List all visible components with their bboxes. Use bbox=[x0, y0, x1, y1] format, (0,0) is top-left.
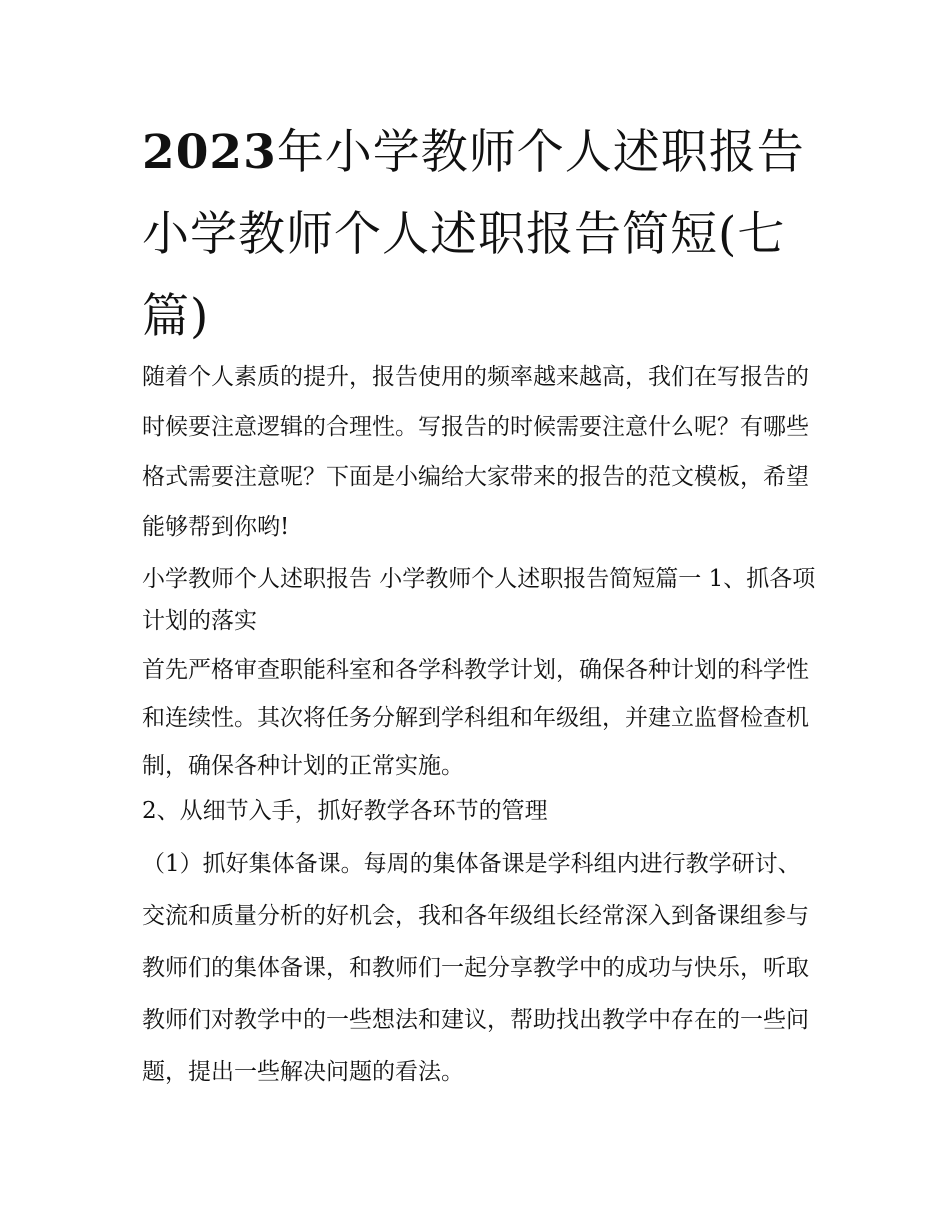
subheading: 2、从细节入手，抓好教学各环节的管理 bbox=[142, 798, 548, 824]
section-heading: 小学教师个人述职报告 小学教师个人述职报告简短篇一 1、抓各项计划的落实 bbox=[142, 566, 816, 634]
title-year: 2023 bbox=[142, 125, 277, 180]
section-paragraph: 首先严格审查职能科室和各学科教学计划，确保各种计划的科学性和连续性。其次将任务分解到学科组和年级组，并建立监督检查机制，确保各种计划的正常实施。 bbox=[142, 657, 809, 779]
sub-item-paragraph: （1）抓好集体备课。每周的集体备课是学科组内进行教学研讨、交流和质量分析的好机会，我和各年级组长经常深入到备课组参与教师们的集体备课，和教师们一起分享教学中的成功与快乐，听取教师们对教学中的一些想法和建议，帮助找出教学中存在的一些问题，提出一些解决问题的看法。 bbox=[142, 851, 809, 1085]
document-title bbox=[142, 112, 822, 358]
document-body bbox=[142, 360, 822, 1098]
title-text: 年小学教师个人述职报告 小学教师个人述职报告简短(七篇) bbox=[142, 125, 805, 344]
intro-paragraph: 随着个人素质的提升，报告使用的频率越来越高，我们在写报告的时候要注意逻辑的合理性。写报告的时候需要注意什么呢？有哪些格式需要注意呢？下面是小编给大家带来的报告的范文模板，希望能够帮到你哟! bbox=[142, 364, 809, 540]
